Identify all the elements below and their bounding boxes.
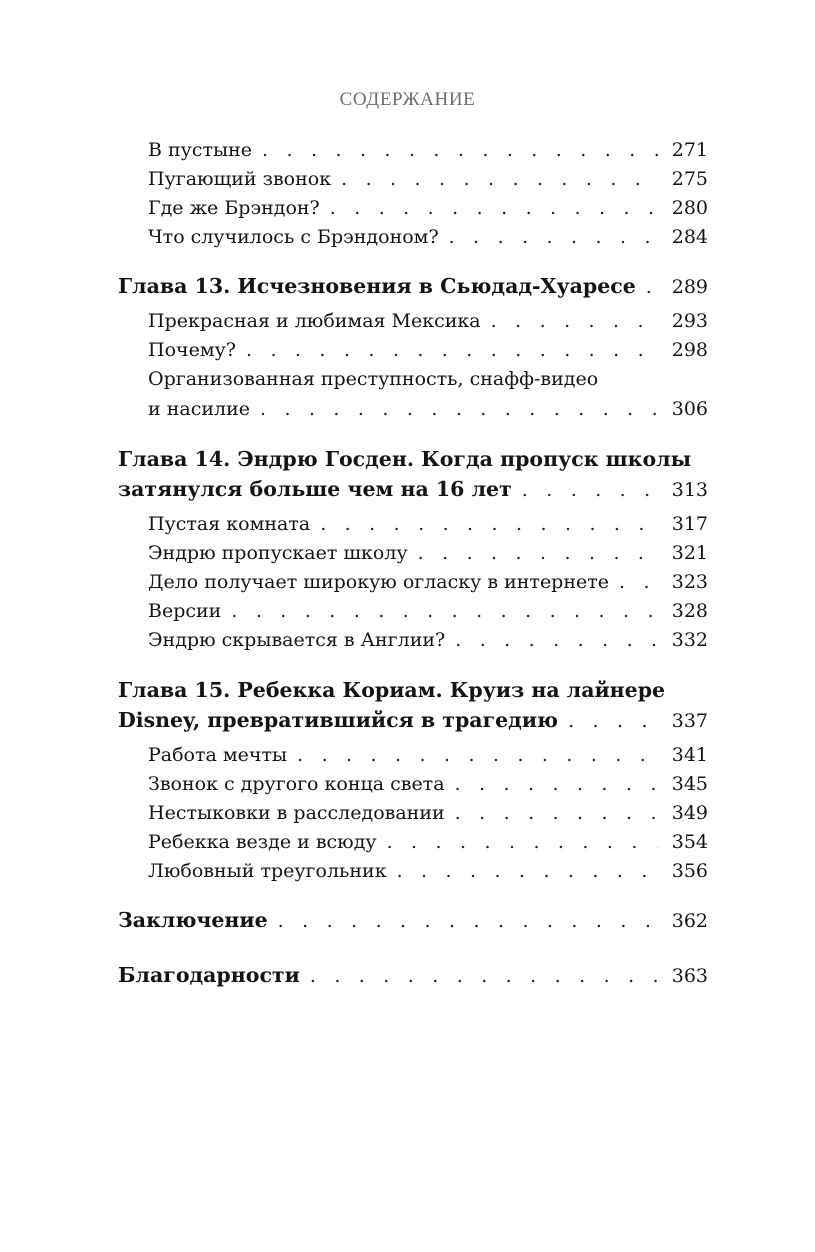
- toc-entry-title: Любовный треугольник: [148, 860, 387, 882]
- toc-entry[interactable]: [148, 339, 708, 361]
- toc-entry[interactable]: [148, 629, 708, 651]
- dot-leader: [455, 629, 658, 651]
- dot-leader: [262, 139, 658, 161]
- dot-leader: [310, 965, 658, 987]
- dot-leader: [260, 398, 658, 420]
- toc-entry-title: Дело получает широкую огласку в интернете: [148, 571, 610, 593]
- dot-leader: [246, 339, 658, 361]
- toc-entry-title: и насилие: [148, 398, 250, 420]
- toc-entry-page: 354: [671, 831, 708, 853]
- toc-entry-page: 363: [671, 965, 708, 987]
- toc-entry[interactable]: [148, 773, 708, 795]
- toc-entry-title: Прекрасная и любимая Мексика: [148, 310, 481, 332]
- toc-entry-title: Эндрю скрывается в Англии?: [148, 629, 446, 651]
- dot-leader: [568, 710, 658, 732]
- toc-entry-title: Где же Брэндон?: [148, 197, 320, 219]
- toc-chapter-entry[interactable]: [118, 708, 708, 732]
- toc-entry-page: 280: [671, 197, 708, 219]
- toc-entry-title: В пустыне: [148, 139, 253, 161]
- toc-entry-title: Версии: [148, 600, 222, 622]
- toc-chapter-title: Благодарности: [118, 963, 300, 987]
- toc-entry-title: Нестыковки в расследовании: [148, 802, 445, 824]
- toc-entry-title: Ребекка везде и всюду: [148, 831, 377, 853]
- toc-entry-title: Звонок с другого конца света: [148, 773, 445, 795]
- toc-entry[interactable]: [148, 542, 708, 564]
- dot-leader: [646, 276, 658, 298]
- toc-entry-title: Эндрю пропускает школу: [148, 542, 408, 564]
- toc-entry-title: Почему?: [148, 339, 236, 361]
- toc-chapter-entry[interactable]: [118, 908, 708, 932]
- toc-entry-page: 271: [671, 139, 708, 161]
- dot-leader: [491, 310, 658, 332]
- toc-entry-page: 298: [671, 339, 708, 361]
- toc-entry[interactable]: [148, 226, 708, 248]
- dot-leader: [320, 513, 658, 535]
- toc-entry-page: 313: [671, 479, 708, 501]
- dot-leader: [330, 197, 658, 219]
- toc-chapter-entry[interactable]: [118, 963, 708, 987]
- toc-entry-page: 275: [671, 168, 708, 190]
- toc-entry-title: Работа мечты: [148, 744, 288, 766]
- toc-entry-page: 356: [671, 860, 708, 882]
- dot-leader: [278, 910, 658, 932]
- toc-entry[interactable]: [148, 139, 708, 161]
- toc-entry[interactable]: [148, 168, 708, 190]
- toc-entry[interactable]: [148, 744, 708, 766]
- toc-entry-page: 289: [671, 276, 708, 298]
- dot-leader: [418, 542, 658, 564]
- dot-leader: [341, 168, 658, 190]
- toc-entry[interactable]: [148, 310, 708, 332]
- toc-chapter-title: Глава 13. Исчезновения в Сьюдад-Хуаресе: [118, 274, 636, 298]
- toc-chapter-title-line1[interactable]: Глава 15. Ребекка Кориам. Круиз на лайнере: [118, 678, 666, 702]
- dot-leader: [231, 600, 658, 622]
- dot-leader: [387, 831, 658, 853]
- running-head: СОДЕРЖАНИЕ: [339, 89, 476, 110]
- toc-chapter-entry[interactable]: [118, 477, 708, 501]
- toc-entry-page: 332: [671, 629, 708, 651]
- toc-entry-page: 341: [671, 744, 708, 766]
- dot-leader: [522, 479, 658, 501]
- toc-entry[interactable]: [148, 571, 708, 593]
- toc-entry-page: 323: [671, 571, 708, 593]
- toc-entry[interactable]: [148, 600, 708, 622]
- toc-chapter-title: Заключение: [118, 908, 268, 932]
- toc-entry[interactable]: [148, 860, 708, 882]
- toc-chapter-title-line1[interactable]: Глава 14. Эндрю Госден. Когда пропуск школы: [118, 447, 692, 471]
- toc-chapter-title: Disney, превратившийся в трагедию: [118, 708, 559, 732]
- toc-entry[interactable]: [148, 513, 708, 535]
- dot-leader: [455, 773, 658, 795]
- toc-entry-page: 349: [671, 802, 708, 824]
- dot-leader: [397, 860, 658, 882]
- toc-entry-page: 321: [671, 542, 708, 564]
- toc-entry-title: Пугающий звонок: [148, 168, 332, 190]
- dot-leader: [297, 744, 658, 766]
- toc-entry-page: 328: [671, 600, 708, 622]
- toc-entry-page: 345: [671, 773, 708, 795]
- toc-entry[interactable]: [148, 831, 708, 853]
- toc-entry[interactable]: [148, 398, 708, 420]
- toc-chapter-title: затянулся больше чем на 16 лет: [118, 477, 512, 501]
- toc-entry-page: 293: [671, 310, 708, 332]
- toc-entry-page: 306: [671, 398, 708, 420]
- toc-entry-page: 337: [671, 710, 708, 732]
- toc-entry[interactable]: [148, 802, 708, 824]
- toc-entry-page: 317: [671, 513, 708, 535]
- toc-entry-title: Что случилось с Брэндоном?: [148, 226, 439, 248]
- toc-entry[interactable]: [148, 197, 708, 219]
- dot-leader: [619, 571, 658, 593]
- toc-entry-title: Пустая комната: [148, 513, 311, 535]
- toc-chapter-entry[interactable]: [118, 274, 708, 298]
- toc-entry-title-line1[interactable]: Организованная преступность, снафф-видео: [148, 368, 599, 390]
- toc-entry-page: 284: [671, 226, 708, 248]
- toc-entry-page: 362: [671, 910, 708, 932]
- dot-leader: [449, 226, 658, 248]
- dot-leader: [455, 802, 658, 824]
